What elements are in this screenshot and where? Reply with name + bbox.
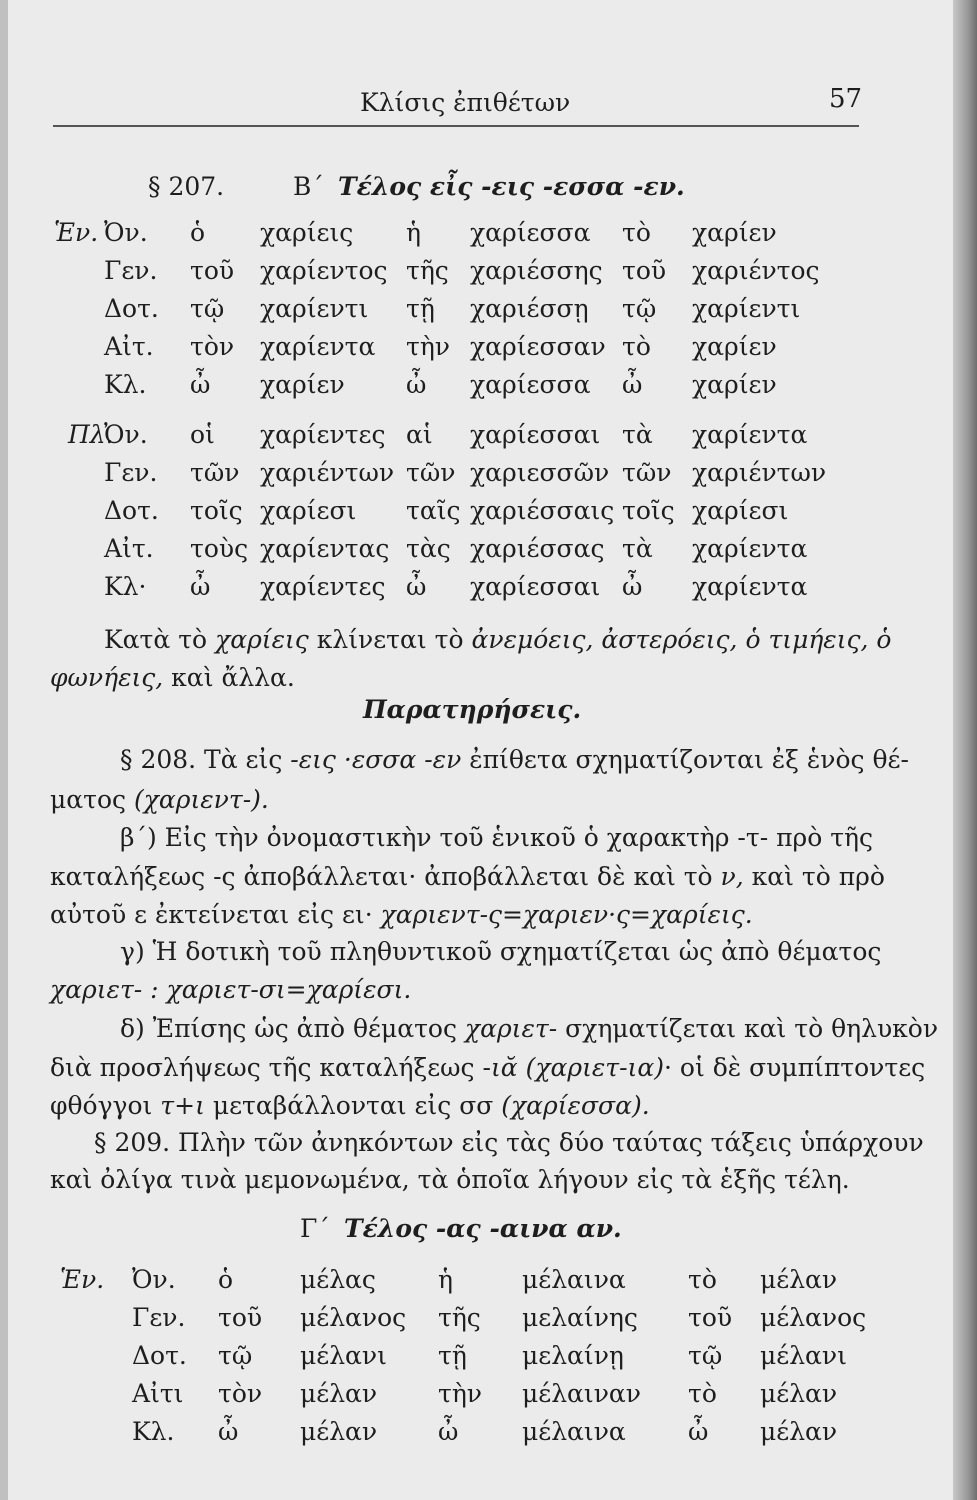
form-masc: μέλαν xyxy=(300,1379,378,1408)
text-run: καταλήξεως -ς ἀποβάλλεται· ἀποβάλλεται δὲ καὶ τὸ xyxy=(50,862,721,891)
form-fem: χαρίεσσαι xyxy=(470,420,601,449)
form-neut: χαρίεντα xyxy=(692,534,808,563)
article-neut: ὦ xyxy=(622,572,643,601)
form-fem: χαρίεσσαν xyxy=(470,332,606,361)
form-masc: χαρίεσι xyxy=(260,496,357,525)
case-label: Κλ· xyxy=(104,572,147,601)
case-label: Ὀν. xyxy=(132,1265,176,1294)
text-italic: χαρίεις xyxy=(215,625,309,654)
form-neut: χαρίεντι xyxy=(692,294,801,323)
article-neut: ὦ xyxy=(688,1417,709,1446)
text-italic: φωνήεις, xyxy=(50,663,164,692)
case-label: Γεν. xyxy=(132,1303,186,1332)
article-masc: ὦ xyxy=(190,370,211,399)
text-run: · οἱ δὲ συμπίπτοντες xyxy=(664,1053,926,1082)
article-neut: τὸ xyxy=(622,218,651,247)
text-run: μεταβάλλονται εἰς σσ xyxy=(204,1091,502,1120)
text-italic: (χαριεντ-). xyxy=(133,785,269,814)
article-fem: αἱ xyxy=(406,420,433,449)
paragraph-209-cont: καὶ ὀλίγα τινὰ μεμονωμένα, τὰ ὁποῖα λήγουν εἰς τὰ ἑξῆς τέλη. xyxy=(50,1165,850,1194)
text-run: δ) Ἐπίσης ὡς ἀπὸ θέματος xyxy=(120,1014,465,1043)
table-row xyxy=(8,256,908,290)
form-fem: χαριέσσης xyxy=(470,256,603,285)
form-neut: χαρίεντα xyxy=(692,572,808,601)
article-neut: τοῖς xyxy=(622,496,675,525)
section-letter: Γ΄ xyxy=(300,1214,330,1243)
table-row xyxy=(8,572,908,606)
form-neut: μέλανος xyxy=(760,1303,867,1332)
article-fem: ὦ xyxy=(438,1417,459,1446)
article-fem: τῇ xyxy=(438,1341,467,1370)
paragraph-gamma-cont: χαριετ- : χαριετ-σι=χαρίεσι. xyxy=(50,975,412,1004)
paragraph-beta-cont xyxy=(50,862,885,891)
text-run: ἐπίθετα σχηματίζονται ἐξ ἑνὸς θέ- xyxy=(461,745,909,774)
table-row xyxy=(8,1417,908,1451)
case-label: Γεν. xyxy=(104,458,158,487)
table-row xyxy=(8,496,908,530)
case-label: Αἰτ. xyxy=(104,534,154,563)
article-fem: τῆς xyxy=(406,256,449,285)
text-run: διὰ προσλήψεως τῆς καταλήξεως - xyxy=(50,1053,491,1082)
article-fem: τῇ xyxy=(406,294,435,323)
text-run: § 208. Τὰ εἰς xyxy=(120,745,291,774)
text-italic: ν, xyxy=(720,862,744,891)
paragraph-delta-cont xyxy=(50,1053,925,1082)
form-neut: χαριέντων xyxy=(692,458,827,487)
form-neut: χαρίεν xyxy=(692,332,777,361)
form-masc: χαρίεν xyxy=(260,370,345,399)
case-label: Κλ. xyxy=(104,370,147,399)
text-run: καὶ τὸ πρὸ xyxy=(743,862,885,891)
form-masc: χαρίεντες xyxy=(260,572,386,601)
article-neut: τὰ xyxy=(622,420,653,449)
case-label: Κλ. xyxy=(132,1417,175,1446)
article-fem: ταῖς xyxy=(406,496,461,525)
table-row xyxy=(8,1379,908,1413)
article-fem: τὴν xyxy=(438,1379,483,1408)
text-run: ματος xyxy=(50,785,134,814)
article-neut: τὰ xyxy=(622,534,653,563)
form-fem: χαρίεσσαι xyxy=(470,572,601,601)
text-italic: χαριεντ-ς=χαριεν·ς=χαρίεις. xyxy=(380,900,753,929)
text-run: σχηματίζεται καὶ τὸ θηλυκὸν xyxy=(557,1014,939,1043)
article-fem: τῶν xyxy=(406,458,456,487)
table-row xyxy=(8,534,908,568)
article-fem: ἡ xyxy=(406,218,421,247)
paragraph-208 xyxy=(120,745,909,774)
paragraph-209: § 209. Πλὴν τῶν ἀνηκόντων εἰς τὰς δύο ταύτας τάξεις ὑπάρχουν xyxy=(94,1128,924,1157)
article-neut: ὦ xyxy=(622,370,643,399)
section-c-heading xyxy=(300,1214,622,1243)
article-fem: ὦ xyxy=(406,370,427,399)
form-fem: χαριέσσας xyxy=(470,534,605,563)
article-masc: τὸν xyxy=(218,1379,263,1408)
section-title: Τέλος -ας -αινα αν. xyxy=(344,1214,622,1243)
table-row xyxy=(8,1265,908,1299)
text-italic: χαριετ- xyxy=(464,1014,558,1043)
form-neut: χαρίεν xyxy=(692,218,777,247)
article-masc: τὸν xyxy=(190,332,235,361)
paragraph-gamma: γ) Ἡ δοτικὴ τοῦ πληθυντικοῦ σχηματίζεται ὡς ἀπὸ θέματος xyxy=(120,937,882,966)
article-masc: τοὺς xyxy=(190,534,249,563)
form-neut: μέλαν xyxy=(760,1379,838,1408)
case-label: Αἰτ. xyxy=(104,332,154,361)
paragraph-208-cont xyxy=(50,785,269,814)
form-neut: χαρίεσι xyxy=(692,496,789,525)
form-fem: χαριέσσῃ xyxy=(470,294,589,323)
form-masc: μέλας xyxy=(300,1265,376,1294)
case-label: Δοτ. xyxy=(104,294,159,323)
form-masc: χαρίεντι xyxy=(260,294,369,323)
form-fem: χαριεσσῶν xyxy=(470,458,610,487)
article-fem: ὦ xyxy=(406,572,427,601)
text-run: φθόγγοι xyxy=(50,1091,161,1120)
form-fem: χαρίεσσα xyxy=(470,370,591,399)
case-label: Αἰτι xyxy=(132,1379,184,1408)
article-neut: τῷ xyxy=(622,294,657,323)
header-rule xyxy=(53,125,859,127)
article-masc: τοῦ xyxy=(218,1303,263,1332)
form-fem: μέλαινα xyxy=(522,1417,626,1446)
article-masc: ὦ xyxy=(218,1417,239,1446)
text-italic: ἀνεμόεις, ἀστερόεις, ὁ τιμήεις, ὁ xyxy=(471,625,892,654)
form-fem: μέλαιναν xyxy=(522,1379,642,1408)
text-run: κλίνεται τὸ xyxy=(308,625,472,654)
article-masc: τοῖς xyxy=(190,496,243,525)
left-page-edge xyxy=(0,0,8,1500)
singular-label: Ἑν. xyxy=(60,1265,105,1294)
paragraph-delta-cont2 xyxy=(50,1091,650,1120)
article-fem: ἡ xyxy=(438,1265,453,1294)
running-header: Κλίσις ἐπιθέτων xyxy=(360,88,571,117)
plural-label: Πλ. xyxy=(68,420,114,449)
text-italic: τ+ι xyxy=(160,1091,205,1120)
article-fem: τῆς xyxy=(438,1303,481,1332)
observations-heading: Παρατηρήσεις. xyxy=(363,695,582,724)
case-label: Δοτ. xyxy=(104,496,159,525)
table-row xyxy=(8,458,908,492)
article-fem: τὰς xyxy=(406,534,451,563)
article-masc: ὁ xyxy=(190,218,206,247)
article-masc: τῶν xyxy=(190,458,240,487)
article-masc: ὁ xyxy=(218,1265,234,1294)
table-row xyxy=(8,370,908,404)
section-b-heading xyxy=(148,172,685,201)
article-masc: οἱ xyxy=(190,420,215,449)
table-row xyxy=(8,1303,908,1337)
paragraph-beta: β΄) Εἰς τὴν ὀνομαστικὴν τοῦ ἑνικοῦ ὁ χαρακτὴρ -τ- πρὸ τῆς xyxy=(120,823,874,852)
form-masc: μέλαν xyxy=(300,1417,378,1446)
text-run: καὶ ἄλλα. xyxy=(163,663,295,692)
article-masc: τῷ xyxy=(218,1341,253,1370)
form-neut: χαρίεν xyxy=(692,370,777,399)
table-row xyxy=(8,332,908,366)
table-row xyxy=(8,420,908,454)
section-mark: § 207. xyxy=(148,172,225,201)
text-italic: -εις ·εσσα -εν xyxy=(290,745,462,774)
book-spine-shadow xyxy=(953,0,977,1500)
text-italic: (χαρίεσσα). xyxy=(501,1091,650,1120)
paragraph-analogues-cont xyxy=(50,663,295,692)
singular-label: Ἑν. xyxy=(54,218,99,247)
form-neut: μέλανι xyxy=(760,1341,847,1370)
table-row xyxy=(8,1341,908,1375)
article-masc: ὦ xyxy=(190,572,211,601)
case-label: Ὀν. xyxy=(104,420,148,449)
section-letter: Β΄ xyxy=(293,172,324,201)
case-label: Γεν. xyxy=(104,256,158,285)
form-masc: μέλανος xyxy=(300,1303,407,1332)
text-run: αὐτοῦ ε ἐκτείνεται εἰς ει· xyxy=(50,900,381,929)
form-neut: μέλαν xyxy=(760,1417,838,1446)
form-masc: χαρίεντα xyxy=(260,332,376,361)
form-masc: χαρίεντος xyxy=(260,256,388,285)
case-label: Δοτ. xyxy=(132,1341,187,1370)
form-masc: χαρίεις xyxy=(260,218,354,247)
form-neut: χαρίεντα xyxy=(692,420,808,449)
paragraph-delta xyxy=(120,1014,938,1043)
article-masc: τοῦ xyxy=(190,256,235,285)
form-fem: μελαίνῃ xyxy=(522,1341,624,1370)
page-number: 57 xyxy=(829,84,863,114)
text-run: Κατὰ τὸ xyxy=(104,625,216,654)
article-fem: τὴν xyxy=(406,332,451,361)
article-neut: τῶν xyxy=(622,458,672,487)
section-title: Τέλος εἶς -εις -εσσα -εν. xyxy=(338,172,685,201)
article-masc: τῷ xyxy=(190,294,225,323)
paragraph-beta-cont2 xyxy=(50,900,753,929)
paragraph-analogues xyxy=(104,625,891,654)
table-row xyxy=(8,218,908,252)
form-masc: μέλανι xyxy=(300,1341,387,1370)
article-neut: τὸ xyxy=(688,1265,717,1294)
form-fem: μέλαινα xyxy=(522,1265,626,1294)
text-italic: ιᾰ (χαριετ-ια) xyxy=(490,1053,664,1082)
form-neut: χαριέντος xyxy=(692,256,820,285)
form-masc: χαρίεντας xyxy=(260,534,390,563)
form-fem: χαριέσσαις xyxy=(470,496,615,525)
form-fem: μελαίνης xyxy=(522,1303,638,1332)
article-neut: τὸ xyxy=(688,1379,717,1408)
article-neut: τοῦ xyxy=(688,1303,733,1332)
form-masc: χαριέντων xyxy=(260,458,395,487)
form-masc: χαρίεντες xyxy=(260,420,386,449)
article-neut: τοῦ xyxy=(622,256,667,285)
case-label: Ὀν. xyxy=(104,218,148,247)
form-neut: μέλαν xyxy=(760,1265,838,1294)
article-neut: τῷ xyxy=(688,1341,723,1370)
article-neut: τὸ xyxy=(622,332,651,361)
table-row xyxy=(8,294,908,328)
form-fem: χαρίεσσα xyxy=(470,218,591,247)
book-page xyxy=(8,0,953,1500)
